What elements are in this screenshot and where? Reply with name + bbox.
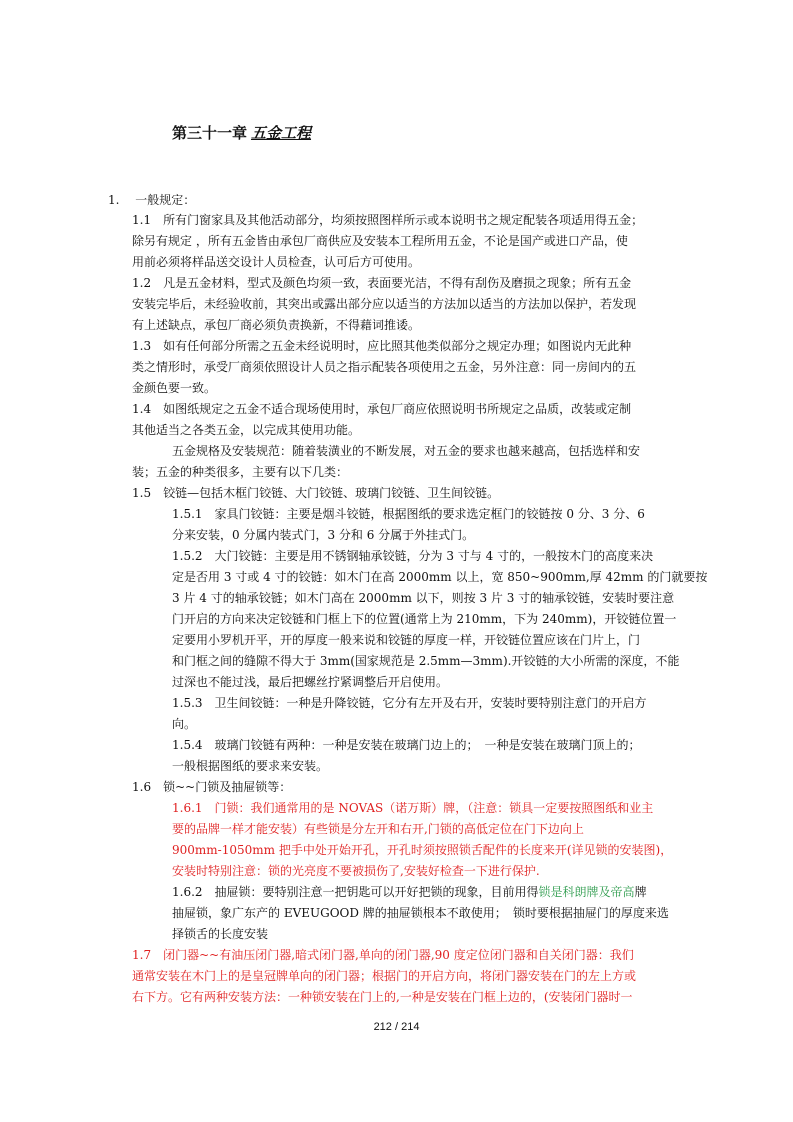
clause-1-4-line-2: 其他适当之各类五金，以完成其使用功能。 xyxy=(132,423,361,437)
clause-1-6-2-text: 1.6.2 抽屉锁：要特别注意一把钥匙可以开好把锁的现象，目前用得 xyxy=(172,885,539,899)
clause-1-3-line-2: 类之情形时，承受厂商须依照设计人员之指示配装各项使用之五金，另外注意：同一房间内的五 xyxy=(132,360,637,374)
clause-1-1-line-1: 1.1 所有门窗家具及其他活动部分，均须按照图样所示或本说明书之规定配装各项适用得五金； xyxy=(132,213,644,227)
clause-1-5-4-line-2: 一般根据图纸的要求来安装。 xyxy=(172,759,329,773)
clause-1-6-1-line-4: 安装时特别注意：锁的光亮度不要被损伤了,安装好检查一下进行保护. xyxy=(172,864,540,878)
clause-1-2-line-3: 有上述缺点，承包厂商必须负责换新，不得藉词推诿。 xyxy=(132,318,421,332)
clause-1-2-line-2: 安装完毕后，未经验收前，其突出或露出部分应以适当的方法加以适当的方法加以保护，若发现 xyxy=(132,297,637,311)
clause-1-1-line-2: 除另有规定 ，所有五金皆由承包厂商供应及安装本工程所用五金，不论是国产或进口产品，使 xyxy=(132,234,628,248)
clause-1-6-2-line-3: 择锁舌的长度安装 xyxy=(172,927,269,941)
clause-1-3-line-3: 金颜色要一致。 xyxy=(132,381,217,395)
clause-1-6-1-line-2: 要的品牌一样才能安装）有些锁是分左开和右开,门锁的高低定位在门下边向上 xyxy=(172,822,584,836)
clause-1-5-2-line-6: 和门框之间的缝隙不得大于 3mm(国家规范是 2.5mm—3mm).开铰链的大小所需的深度，不能 xyxy=(172,654,680,668)
section-1-heading: 1. 一般规定： xyxy=(108,193,196,207)
clause-1-1-line-3: 用前必须将样品送交设计人员检查，认可后方可使用。 xyxy=(132,255,421,269)
clause-1-6-2-green-text: 锁是科朗牌及帝高 xyxy=(538,885,635,899)
clause-1-5-1-line-1: 1.5.1 家具门铰链：主要是烟斗铰链，根据图纸的要求选定框门的铰链按 0 分、3 分、6 xyxy=(172,507,645,521)
clause-1-5-2-line-2: 定是否用 3 寸或 4 寸的铰链：如木门在高 2000mm 以上，宽 850~900mm,厚 42mm 的门就要按 xyxy=(172,570,708,584)
clause-1-6-2-line-2: 抽屉锁，象广东产的 EVEUGOOD 牌的抽屉锁根本不敢使用； 锁时要根据抽屉门的厚度来选 xyxy=(172,906,669,920)
clause-1-2-line-1: 1.2 凡是五金材料，型式及颜色均须一致，表面要光洁，不得有刮伤及磨损之现象；所有五金 xyxy=(132,276,632,290)
chapter-title xyxy=(172,122,311,143)
spec-intro-line-2: 装；五金的种类很多，主要有以下几类： xyxy=(132,465,349,479)
clause-1-7-line-3: 右下方。它有两种安装方法：一种锁安装在门上的,一种是安装在门框上边的，(安装闭门器时一 xyxy=(132,990,633,1004)
spec-intro-line-1: 五金规格及安装规范：随着装潢业的不断发展，对五金的要求也越来越高，包括选样和安 xyxy=(172,444,641,458)
clause-1-5-4-line-1: 1.5.4 玻璃门铰链有两种：一种是安装在玻璃门边上的； 一种是安装在玻璃门顶上的； xyxy=(172,738,641,752)
clause-1-5-heading: 1.5 铰链—包括木框门铰链、大门铰链、玻璃门铰链、卫生间铰链。 xyxy=(132,486,500,500)
chapter-number: 第三十一章 xyxy=(172,124,248,142)
clause-1-6-2-line-1 xyxy=(172,884,647,900)
clause-1-5-2-line-3: 3 片 4 寸的轴承铰链；如木门高在 2000mm 以下，则按 3 片 3 寸的轴承铰链，安装时要注意 xyxy=(172,591,675,605)
page-number: 212 / 214 xyxy=(373,1021,420,1033)
clause-1-5-1-line-2: 分来安装，0 分属内装式门，3 分和 6 分属于外挂式门。 xyxy=(172,528,475,542)
clause-1-5-3-line-1: 1.5.3 卫生间铰链：一种是升降铰链，它分有左开及右开，安装时要特别注意门的开启方 xyxy=(172,696,647,710)
clause-1-5-2-line-7: 过深也不能过浅，最后把螺丝拧紧调整后开启使用。 xyxy=(172,675,449,689)
clause-1-6-1-line-3: 900mm-1050mm 把手中处开始开孔，开孔时须按照锁舌配件的长度来开(详见锁的安装图)， xyxy=(172,843,673,857)
clause-1-6-1-line-1: 1.6.1 门锁：我们通常用的是 NOVAS（诺万斯）牌，（注意：锁具一定要按照图纸和业主 xyxy=(172,801,654,815)
clause-1-6-heading: 1.6 锁~~门锁及抽屉锁等： xyxy=(132,780,292,794)
clause-1-7-line-2: 通常安装在木门上的是皇冠牌单向的闭门器；根据门的开启方向，将闭门器安装在门的左上方或 xyxy=(132,969,637,983)
clause-1-5-3-line-2: 向。 xyxy=(172,717,197,731)
clause-1-5-2-line-4: 门开启的方向来决定铰链和门框上下的位置(通常上为 210mm，下为 240mm)，开铰链位置一 xyxy=(172,612,677,626)
clause-1-7-line-1: 1.7 闭门器~~有油压闭门器,暗式闭门器,单向的闭门器,90 度定位闭门器和自关闭门器：我们 xyxy=(132,948,634,962)
clause-1-3-line-1: 1.3 如有任何部分所需之五金未经说明时，应比照其他类似部分之规定办理；如图说内无此种 xyxy=(132,339,632,353)
clause-1-6-2-end: 牌 xyxy=(634,885,647,899)
clause-1-5-2-line-1: 1.5.2 大门铰链：主要是用不锈钢轴承铰链，分为 3 寸与 4 寸的，一般按木门的高度来决 xyxy=(172,549,654,563)
clause-1-4-line-1: 1.4 如图纸规定之五金不适合现场使用时，承包厂商应依照说明书所规定之品质，改装或定制 xyxy=(132,402,632,416)
clause-1-5-2-line-5: 定要用小罗机开平，开的厚度一般来说和铰链的厚度一样，开铰链位置应该在门片上，门 xyxy=(172,633,641,647)
chapter-name: 五金工程 xyxy=(251,124,312,142)
